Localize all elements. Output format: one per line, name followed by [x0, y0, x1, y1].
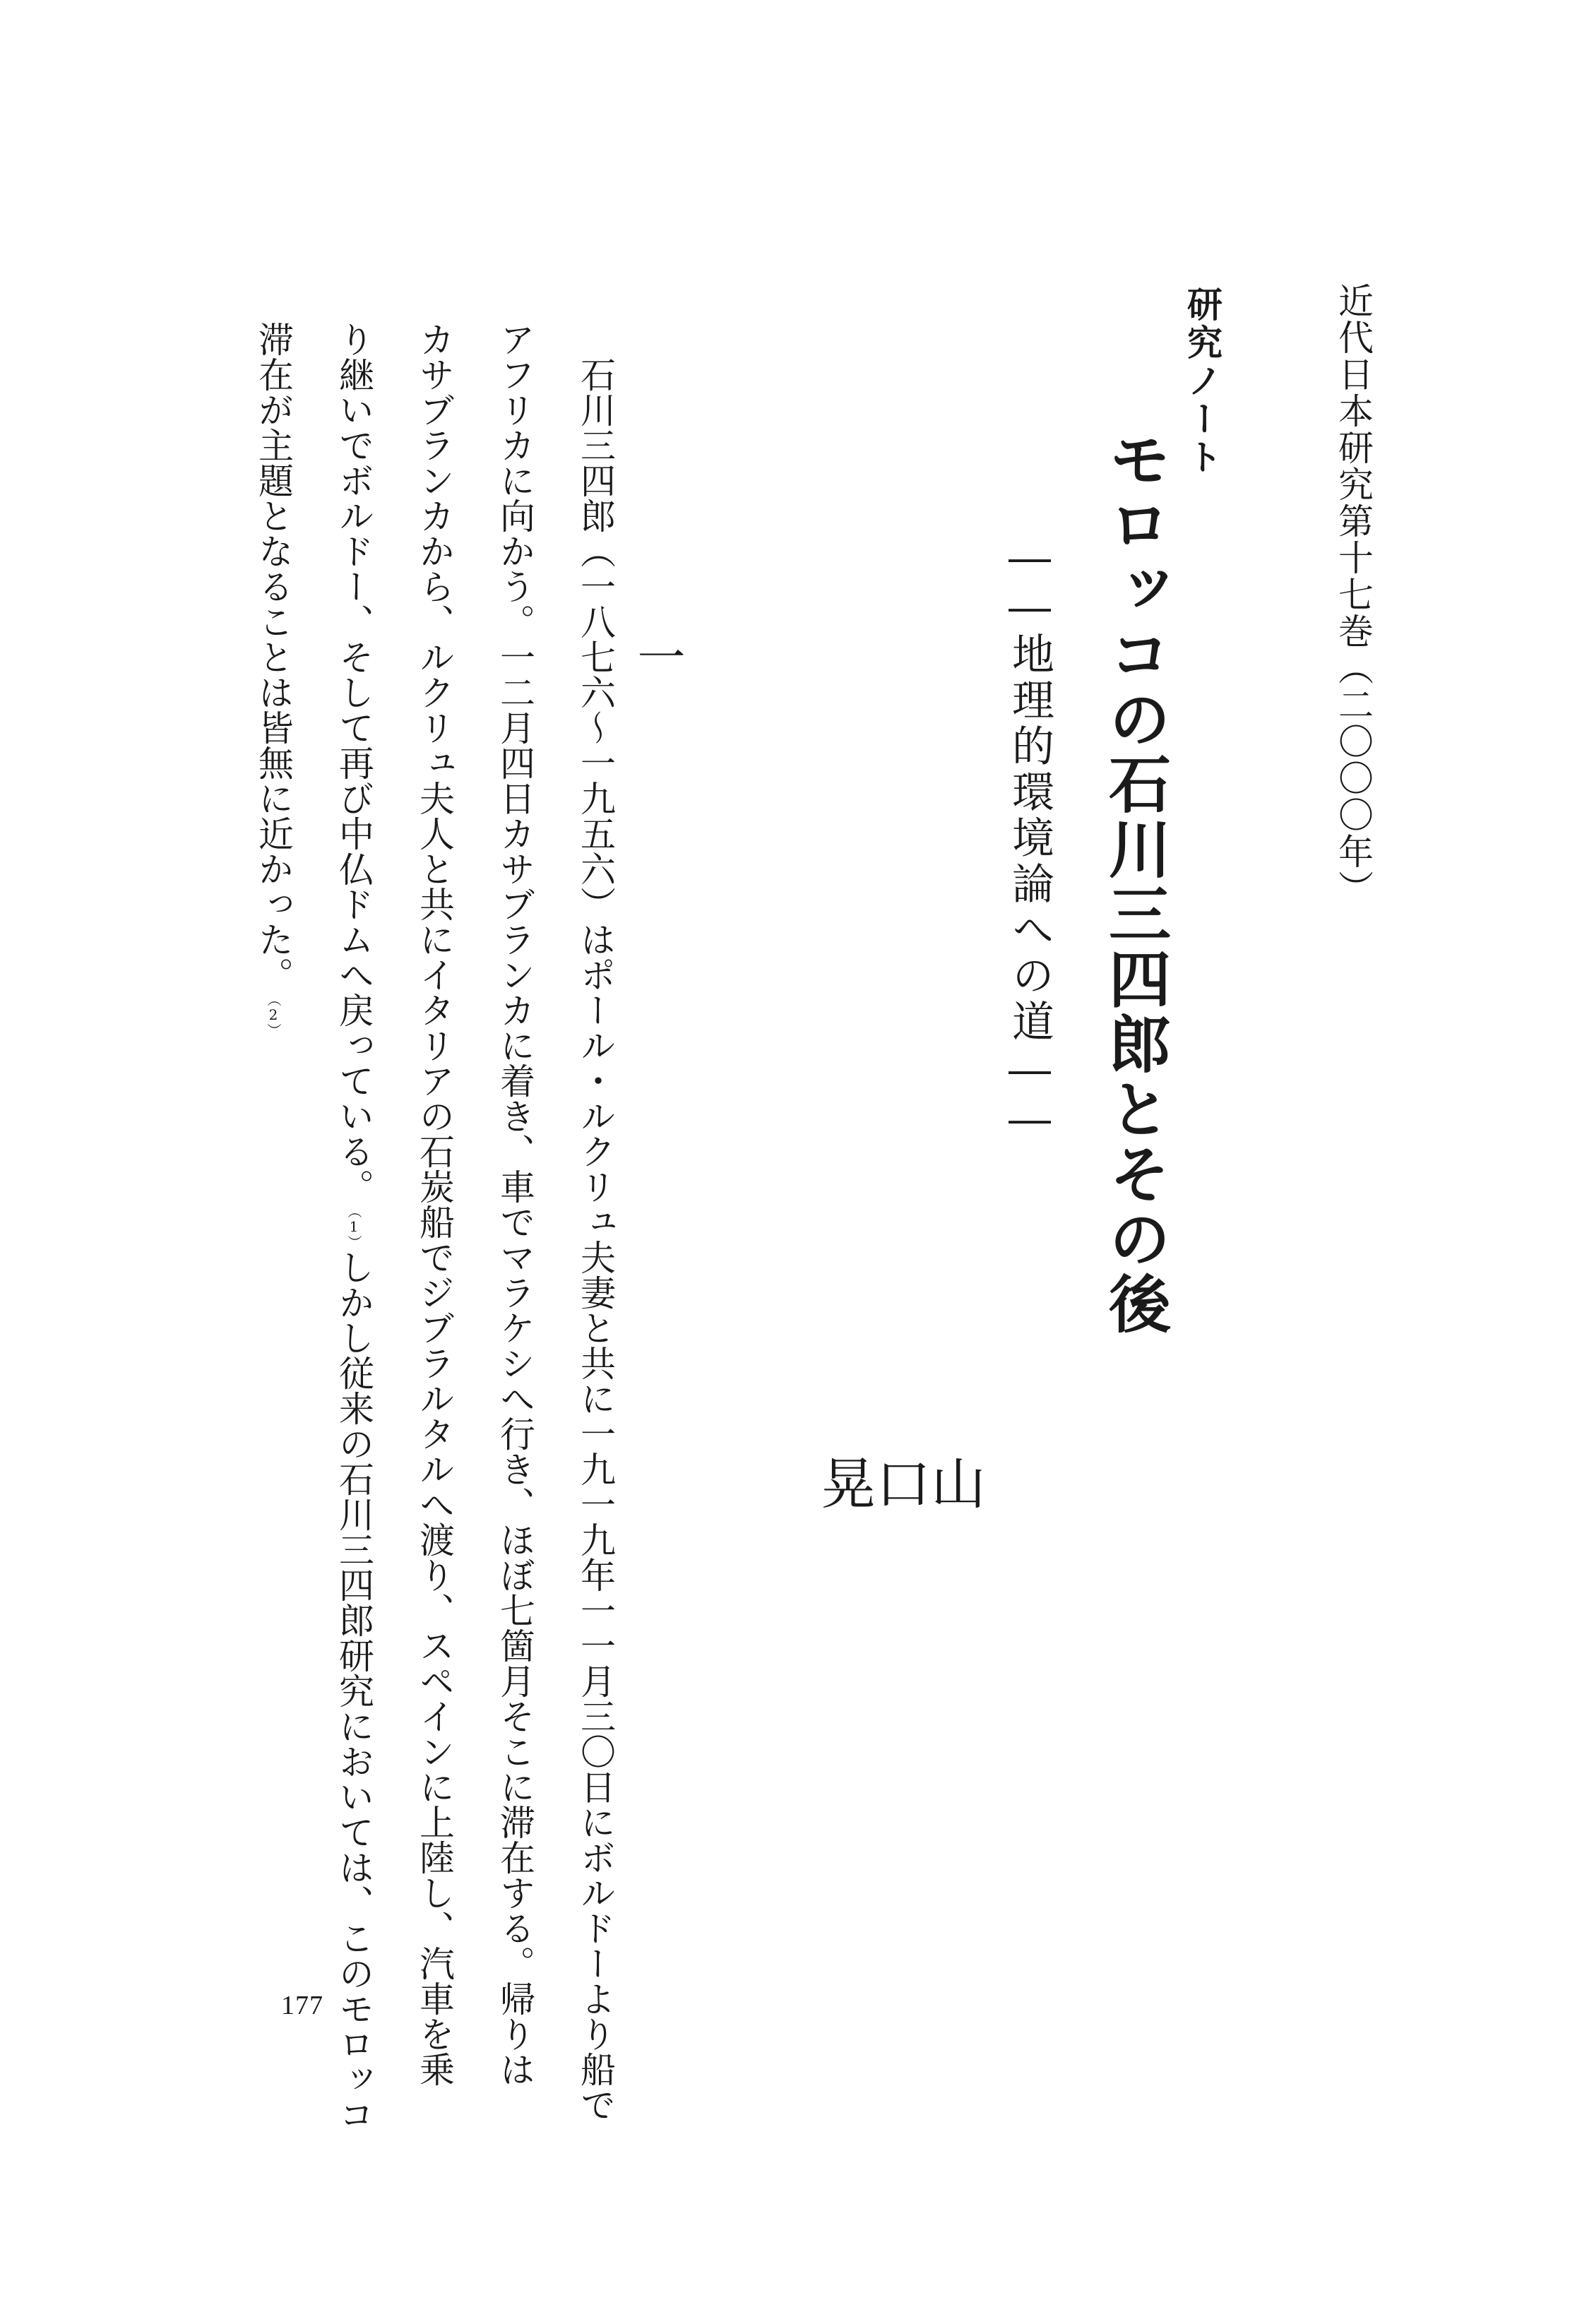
subtitle-dash-trailing: ――	[1005, 1045, 1054, 1144]
body-line-1	[555, 321, 636, 2132]
author-name	[811, 1455, 985, 1628]
body-line-4	[314, 321, 394, 2132]
body-line-2: アフリカに向かう。一二月四日カサブランカに着き、車でマラケシへ行き、ほぼ七箇月そこに滞在する。帰りは	[494, 321, 535, 2087]
body-line-1-text: 石川三四郎（一八七六～一九五六）はポール・ルクリュ夫妻と共に一九一九年一一月三〇日にボルドーより船で	[575, 357, 616, 2122]
body-line-5a: 滞在が主題となることは皆無に近かった。	[253, 321, 294, 992]
footnote-ref-2[interactable]: （2）	[265, 992, 282, 1037]
section-label: 研究ノート	[1182, 286, 1223, 477]
body-line-5	[233, 321, 314, 2132]
body-line-4a: り継いでボルドー、そして再び中仏ドムへ戻っている。	[333, 321, 374, 1204]
journal-header: 近代日本研究第十七巻（二〇〇〇年）	[1333, 282, 1374, 907]
article-subtitle	[999, 533, 1060, 1144]
article-title: モロッコの石川三四郎とその後	[1099, 427, 1172, 1337]
author-char-3: 晃	[811, 1455, 875, 1510]
body-text	[233, 321, 636, 2132]
author-char-1: 山	[922, 1455, 985, 1510]
subtitle-dash-leading: ――	[1005, 533, 1054, 632]
body-line-3: カサブランカから、ルクリュ夫人と共にイタリアの石炭船でジブラルタルへ渡り、スペインに上陸し、汽車を乗	[414, 321, 455, 2087]
subtitle-text: 地理的環境論への道	[1005, 632, 1054, 1045]
page-number: 177	[281, 1991, 323, 2020]
body-line-4b: しかし従来の石川三四郎研究においては、このモロッコ	[333, 1249, 374, 2132]
author-char-2: 口	[867, 1455, 930, 1510]
section-number: 一	[629, 632, 685, 680]
footnote-ref-1[interactable]: （1）	[345, 1204, 362, 1249]
